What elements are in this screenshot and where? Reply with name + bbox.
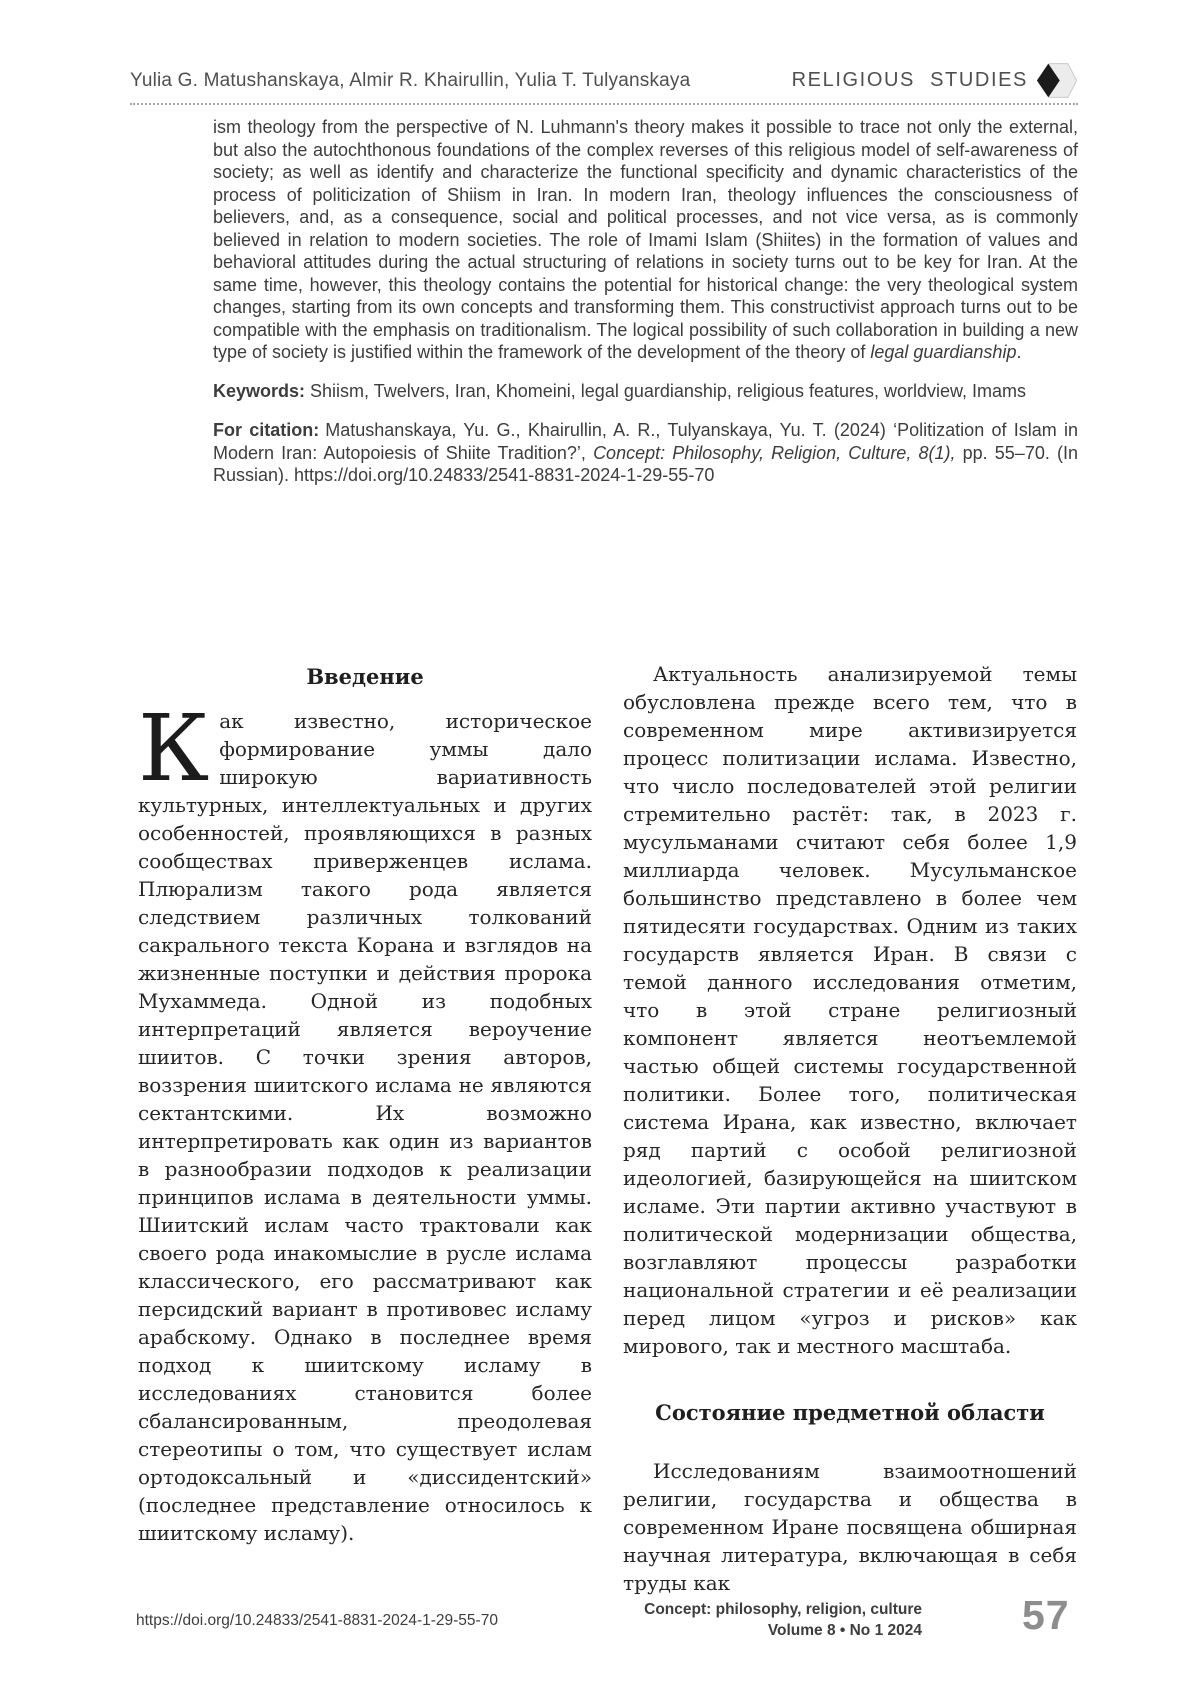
footer-doi: https://doi.org/10.24833/2541-8831-2024-1-29-55-70: [136, 1612, 498, 1629]
drop-cap: К: [138, 695, 210, 802]
abstract-italic-term: legal guardianship: [870, 342, 1017, 362]
subject-area-heading: Состояние предметной области: [655, 1400, 1045, 1425]
citation-text-start: Matushanskaya, Yu. G., Khairullin, A. R., Tulyanskaya, Yu. T. (2024) ‘Politization of Islam in Modern Iran: Autopoiesis of Shiite Tradition?’,: [213, 420, 1079, 463]
citation-journal-italic: Concept: Philosophy, Religion, Culture, 8(1),: [593, 442, 956, 463]
journal-section-title: RELIGIOUS STUDIES: [791, 69, 1028, 91]
footer-journal-title: Concept: philosophy, religion, culture: [644, 1601, 922, 1618]
subject-area-paragraph: Исследованиям взаимоотношений религии, государства и общества в современном Иране посвящена обширная научная литература, включающая в себя труды как: [623, 1459, 1077, 1595]
front-matter: [213, 116, 1078, 487]
keywords-label: Keywords:: [213, 380, 306, 401]
introduction-paragraph-text: ак известно, историческое формирование уммы дало широкую вариативность культурных, интеллектуальных и других особенностей, проявляющихся в разных сообществах приверженцев ислама. Плюрализм такого рода является следствием различных толкований сакрального текста Корана и взглядов на жизненные поступки и действия пророка Мухаммеда. Одной из подобных интерпретаций является вероучение шиитов. С точки зрения авторов, воззрения шиитского ислама не являются сектантскими. Их возможно интерпретировать как один из вариантов в разнообразии подходов к реализации принципов ислама в деятельности уммы. Шиитский ислам часто трактовали как своего рода инакомыслие в русле ислама классического, его рассматривают как персидский вариант в противовес исламу арабскому. Однако в последнее время подход к шиитскому исламу в исследованиях становится более сбалансированным, преодолевая стереотипы о том, что существует ислам ортодоксальный и «диссидентский» (последнее представление относилось к шиитскому исламу).: [138, 709, 592, 1545]
keywords-text: Shiism, Twelvers, Iran, Khomeini, legal guardianship, religious features, worldview, Imams: [305, 380, 1027, 401]
page-authors: Yulia G. Matushanskaya, Almir R. Khairullin, Yulia T. Tulyanskaya: [130, 69, 691, 91]
footer-journal-info: [644, 1601, 922, 1640]
left-column: [138, 660, 592, 1597]
running-head: [130, 62, 1078, 99]
right-column: [623, 660, 1077, 1597]
relevance-paragraph: Актуальность анализируемой темы обусловлена прежде всего тем, что в современном мире активизируется процесс политизации ислама. Известно, что число последователей этой религии стремительно растёт: так, в 2023 г. мусульманами считают себя более 1,9 миллиарда человек. Мусульманское большинство представлено в более чем пятидесяти государствах. Одним из таких государств является Иран. В связи с темой данного исследования отметим, что в этой стране религиозный компонент является неотъемлемой частью общей системы государственной политики. Более того, политическая система Ирана, как известно, включает ряд партий с особой религиозной идеологией, базирующейся на шиитском исламе. Эти партии активно участвуют в политической модернизации общества, возглавляют процессы разработки национальной стратегии и её реализации перед лицом «угроз и рисков» как мирового, так и местного масштаба.: [623, 662, 1077, 1358]
footer-volume-issue: Volume 8 • No 1 2024: [767, 1622, 922, 1639]
journal-mark: [792, 62, 1078, 99]
header-dotted-divider: [130, 103, 1078, 105]
keywords-line: [213, 380, 1078, 403]
citation-label: For citation:: [213, 420, 320, 440]
introduction-paragraph: [138, 695, 592, 1547]
abstract-text: ism theology from the perspective of N. Luhmann's theory makes it possible to trace not only the external, but also the autochthonous foundations of the complex reverses of this religious model of self-awareness of society; as well as identify and characterize the functional specificity and dynamic characteristics of the process of politicization of Shiism in Iran. In modern Iran, theology influences the consciousness of believers, and, as a consequence, social and political processes, and not vice versa, as is commonly believed in relation to modern societies. The role of Imami Islam (Shiites) in the formation of values and behavioral attitudes during the actual structuring of relations in society turns out to be key for Iran. At the same time, however, this theology contains the potential for historical change: the very theological system changes, starting from its own concepts and transforming them. This constructivist approach turns out to be compatible with the emphasis on traditionalism. The logical possibility of such collaboration in building a new type of society is justified within the framework of the development of the theory of: [213, 117, 1078, 362]
citation-paragraph: [213, 419, 1078, 487]
abstract-period: .: [1016, 342, 1022, 362]
religious-studies-logo-icon: [1036, 62, 1078, 99]
citation-text-end: pp. 55–70. (In Russian). https://doi.org/10.24833/2541-8831-2024-1-29-55-70: [213, 442, 1078, 485]
page-number: 57: [1022, 1592, 1070, 1638]
introduction-heading: Введение: [306, 664, 424, 689]
article-body-columns: [138, 660, 1078, 1597]
abstract-paragraph: [213, 116, 1078, 364]
